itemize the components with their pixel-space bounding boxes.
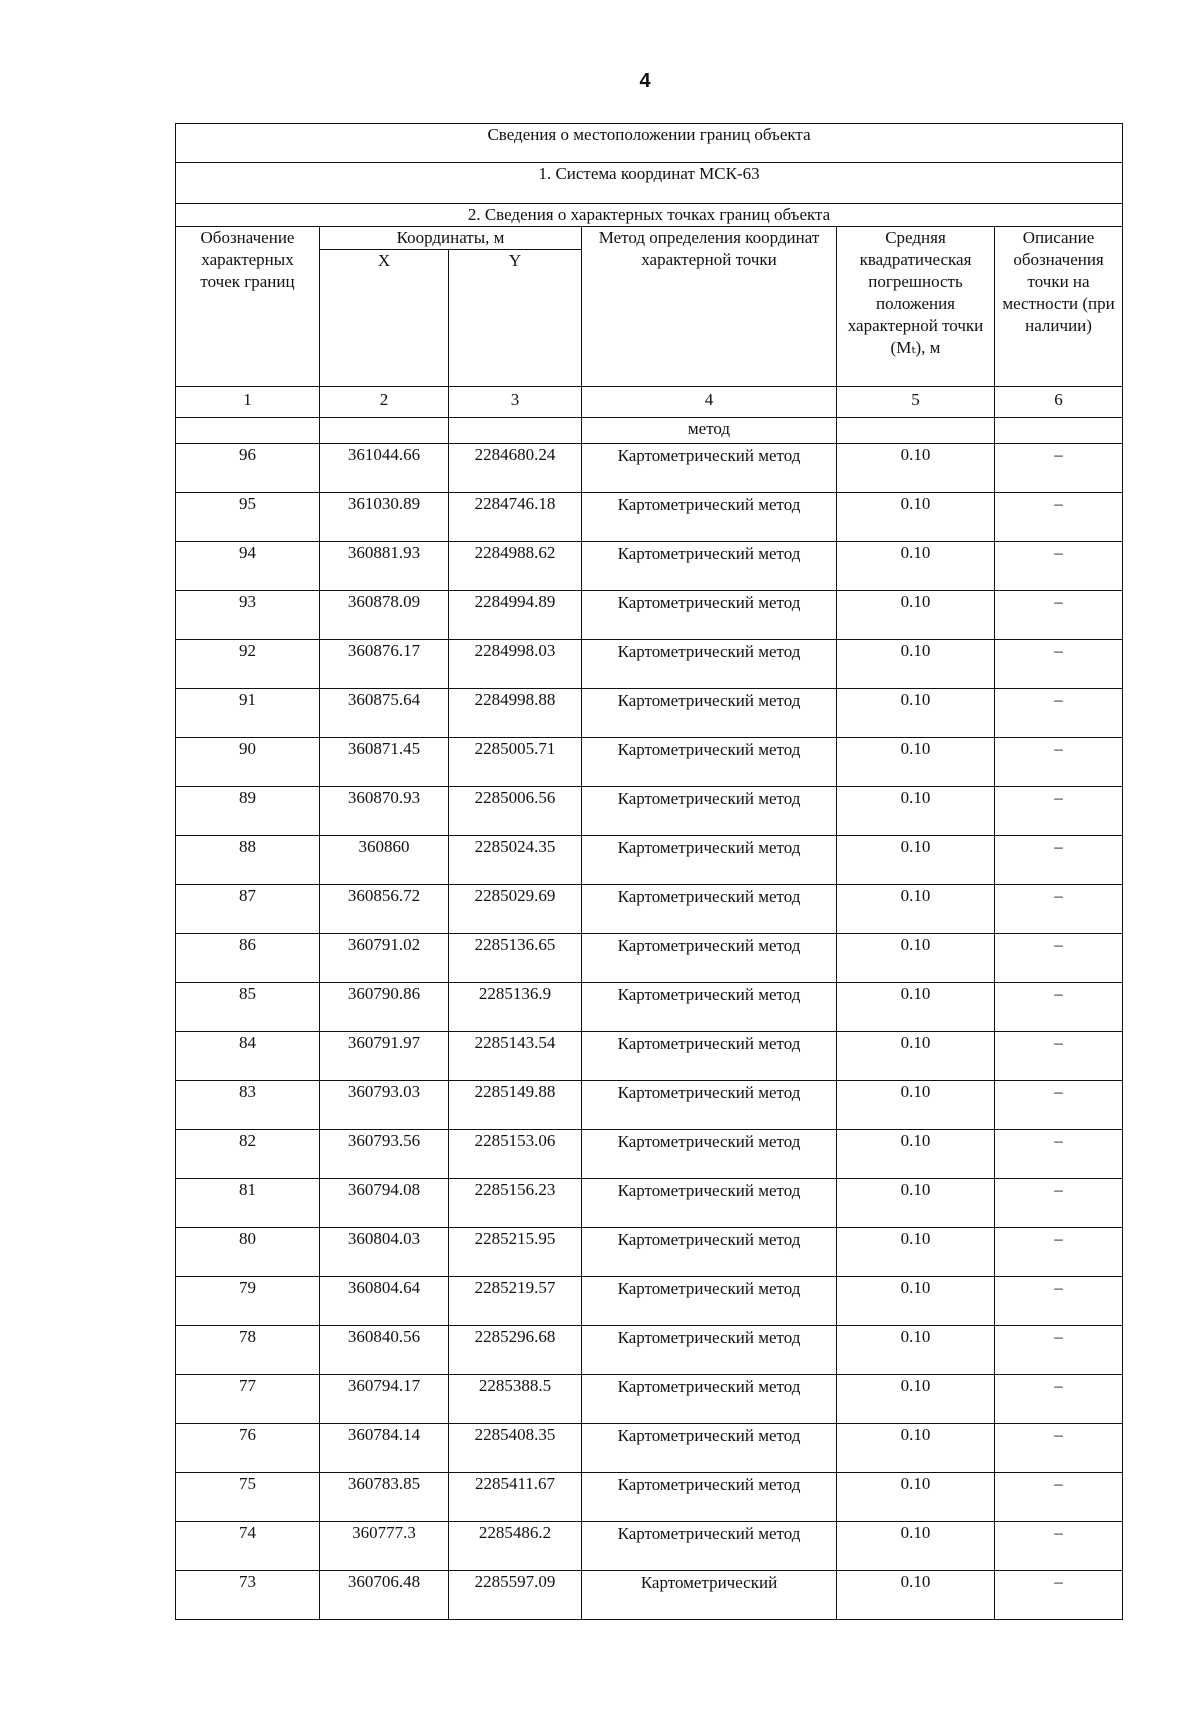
x-coordinate-cell: 360881.93 <box>320 542 449 591</box>
error-cell: 0.10 <box>837 1571 995 1620</box>
description-cell: – <box>995 689 1123 738</box>
error-cell: 0.10 <box>837 787 995 836</box>
method-cell: Картометрический метод <box>582 1473 837 1522</box>
table-row <box>176 689 1123 738</box>
boundary-points-table <box>175 123 1123 1620</box>
description-cell: – <box>995 934 1123 983</box>
description-cell: – <box>995 787 1123 836</box>
y-coordinate-cell: 2284998.03 <box>449 640 582 689</box>
error-cell: 0.10 <box>837 1228 995 1277</box>
point-cell: 83 <box>176 1081 320 1130</box>
point-cell: 91 <box>176 689 320 738</box>
method-cell: Картометрический метод <box>582 934 837 983</box>
table-row <box>176 1081 1123 1130</box>
y-coordinate-cell: 2284998.88 <box>449 689 582 738</box>
point-cell: 82 <box>176 1130 320 1179</box>
error-cell: 0.10 <box>837 934 995 983</box>
description-cell: – <box>995 1130 1123 1179</box>
header-description: Описание обозначения точки на местности (при наличии) <box>995 227 1123 387</box>
header-row-1 <box>176 227 1123 250</box>
description-cell: – <box>995 444 1123 493</box>
table-row <box>176 885 1123 934</box>
error-cell: 0.10 <box>837 640 995 689</box>
error-cell: 0.10 <box>837 493 995 542</box>
description-cell: – <box>995 1375 1123 1424</box>
description-cell: – <box>995 1522 1123 1571</box>
y-coordinate-cell: 2285597.09 <box>449 1571 582 1620</box>
y-coordinate-cell: 2285215.95 <box>449 1228 582 1277</box>
table-title: Сведения о местоположении границ объекта <box>176 124 1123 163</box>
description-cell: – <box>995 836 1123 885</box>
point-cell: 77 <box>176 1375 320 1424</box>
point-cell: 85 <box>176 983 320 1032</box>
x-coordinate-cell: 360791.97 <box>320 1032 449 1081</box>
y-coordinate-cell: 2285408.35 <box>449 1424 582 1473</box>
y-coordinate-cell: 2285411.67 <box>449 1473 582 1522</box>
point-cell: 81 <box>176 1179 320 1228</box>
description-cell: – <box>995 1571 1123 1620</box>
x-coordinate-cell: 360777.3 <box>320 1522 449 1571</box>
table-row <box>176 1571 1123 1620</box>
table-row <box>176 1424 1123 1473</box>
method-cell: Картометрический метод <box>582 1130 837 1179</box>
y-coordinate-cell: 2284994.89 <box>449 591 582 640</box>
method-cell: Картометрический метод <box>582 983 837 1032</box>
x-coordinate-cell: 360876.17 <box>320 640 449 689</box>
table-row <box>176 1032 1123 1081</box>
table-row <box>176 1326 1123 1375</box>
y-coordinate-cell: 2284680.24 <box>449 444 582 493</box>
table-row <box>176 983 1123 1032</box>
x-coordinate-cell: 361044.66 <box>320 444 449 493</box>
x-coordinate-cell: 360870.93 <box>320 787 449 836</box>
x-coordinate-cell: 360871.45 <box>320 738 449 787</box>
method-cell: Картометрический метод <box>582 1522 837 1571</box>
error-cell: 0.10 <box>837 836 995 885</box>
y-coordinate-cell: 2284988.62 <box>449 542 582 591</box>
description-cell: – <box>995 640 1123 689</box>
x-coordinate-cell: 360840.56 <box>320 1326 449 1375</box>
description-cell: – <box>995 1277 1123 1326</box>
column-number-1: 1 <box>176 387 320 418</box>
method-cell: Картометрический <box>582 1571 837 1620</box>
error-cell: 0.10 <box>837 542 995 591</box>
error-cell: 0.10 <box>837 1326 995 1375</box>
description-cell: – <box>995 1473 1123 1522</box>
method-cell: Картометрический метод <box>582 1375 837 1424</box>
point-cell: 90 <box>176 738 320 787</box>
table-title-row <box>176 124 1123 163</box>
y-coordinate-cell: 2285296.68 <box>449 1326 582 1375</box>
error-cell: 0.10 <box>837 983 995 1032</box>
point-cell: 74 <box>176 1522 320 1571</box>
x-coordinate-cell: 360794.08 <box>320 1179 449 1228</box>
error-cell: 0.10 <box>837 738 995 787</box>
point-cell: 92 <box>176 640 320 689</box>
y-coordinate-cell: 2284746.18 <box>449 493 582 542</box>
method-cell: Картометрический метод <box>582 591 837 640</box>
y-coordinate-cell: 2285143.54 <box>449 1032 582 1081</box>
error-cell: 0.10 <box>837 1032 995 1081</box>
column-number-5: 5 <box>837 387 995 418</box>
error-cell: 0.10 <box>837 1522 995 1571</box>
table-row <box>176 1277 1123 1326</box>
header-coords: Координаты, м <box>320 227 582 250</box>
y-coordinate-cell: 2285156.23 <box>449 1179 582 1228</box>
table-row <box>176 444 1123 493</box>
column-number-4: 4 <box>582 387 837 418</box>
table-row <box>176 1130 1123 1179</box>
x-coordinate-cell: 360793.56 <box>320 1130 449 1179</box>
y-coordinate-cell: 2285486.2 <box>449 1522 582 1571</box>
description-cell: – <box>995 1326 1123 1375</box>
description-cell: – <box>995 1424 1123 1473</box>
column-number-2: 2 <box>320 387 449 418</box>
error-cell: 0.10 <box>837 1424 995 1473</box>
description-cell: – <box>995 542 1123 591</box>
method-cell: Картометрический метод <box>582 1179 837 1228</box>
column-number-3: 3 <box>449 387 582 418</box>
table-row <box>176 1473 1123 1522</box>
x-coordinate-cell: 360804.03 <box>320 1228 449 1277</box>
y-coordinate-cell: 2285006.56 <box>449 787 582 836</box>
x-coordinate-cell: 360783.85 <box>320 1473 449 1522</box>
continuation-method: метод <box>582 418 837 444</box>
section-title-row <box>176 204 1123 227</box>
point-cell: 95 <box>176 493 320 542</box>
method-cell: Картометрический метод <box>582 493 837 542</box>
table-row <box>176 738 1123 787</box>
x-coordinate-cell: 360784.14 <box>320 1424 449 1473</box>
point-cell: 89 <box>176 787 320 836</box>
table-row <box>176 640 1123 689</box>
table-row <box>176 787 1123 836</box>
method-cell: Картометрический метод <box>582 542 837 591</box>
point-cell: 76 <box>176 1424 320 1473</box>
y-coordinate-cell: 2285153.06 <box>449 1130 582 1179</box>
point-cell: 84 <box>176 1032 320 1081</box>
error-cell: 0.10 <box>837 1179 995 1228</box>
table-row <box>176 1228 1123 1277</box>
x-coordinate-cell: 360878.09 <box>320 591 449 640</box>
method-cell: Картометрический метод <box>582 738 837 787</box>
point-cell: 78 <box>176 1326 320 1375</box>
y-coordinate-cell: 2285005.71 <box>449 738 582 787</box>
method-cell: Картометрический метод <box>582 1081 837 1130</box>
method-cell: Картометрический метод <box>582 1277 837 1326</box>
y-coordinate-cell: 2285024.35 <box>449 836 582 885</box>
section-title: 2. Сведения о характерных точках границ объекта <box>176 204 1123 227</box>
point-cell: 86 <box>176 934 320 983</box>
table-row <box>176 1375 1123 1424</box>
method-cell: Картометрический метод <box>582 444 837 493</box>
x-coordinate-cell: 360790.86 <box>320 983 449 1032</box>
description-cell: – <box>995 885 1123 934</box>
column-numbers-row <box>176 387 1123 418</box>
method-cell: Картометрический метод <box>582 1424 837 1473</box>
error-cell: 0.10 <box>837 1375 995 1424</box>
x-coordinate-cell: 360706.48 <box>320 1571 449 1620</box>
x-coordinate-cell: 360860 <box>320 836 449 885</box>
error-cell: 0.10 <box>837 689 995 738</box>
description-cell: – <box>995 738 1123 787</box>
point-cell: 79 <box>176 1277 320 1326</box>
method-cell: Картометрический метод <box>582 836 837 885</box>
table-row <box>176 1522 1123 1571</box>
continuation-row <box>176 418 1123 444</box>
description-cell: – <box>995 983 1123 1032</box>
error-cell: 0.10 <box>837 1081 995 1130</box>
page-number: 4 <box>639 70 651 92</box>
table-row <box>176 1179 1123 1228</box>
table-row <box>176 591 1123 640</box>
column-number-6: 6 <box>995 387 1123 418</box>
coordinate-system: 1. Система координат МСК-63 <box>176 163 1123 204</box>
y-coordinate-cell: 2285149.88 <box>449 1081 582 1130</box>
error-cell: 0.10 <box>837 444 995 493</box>
method-cell: Картометрический метод <box>582 1326 837 1375</box>
error-cell: 0.10 <box>837 1130 995 1179</box>
description-cell: – <box>995 1081 1123 1130</box>
description-cell: – <box>995 591 1123 640</box>
method-cell: Картометрический метод <box>582 885 837 934</box>
header-error: Средняя квадратическая погрешность положения характерной точки (Mₜ), м <box>837 227 995 387</box>
point-cell: 73 <box>176 1571 320 1620</box>
point-cell: 75 <box>176 1473 320 1522</box>
point-cell: 96 <box>176 444 320 493</box>
x-coordinate-cell: 361030.89 <box>320 493 449 542</box>
method-cell: Картометрический метод <box>582 787 837 836</box>
x-coordinate-cell: 360804.64 <box>320 1277 449 1326</box>
x-coordinate-cell: 360875.64 <box>320 689 449 738</box>
point-cell: 94 <box>176 542 320 591</box>
y-coordinate-cell: 2285219.57 <box>449 1277 582 1326</box>
error-cell: 0.10 <box>837 1473 995 1522</box>
header-point: Обозначение характерных точек границ <box>176 227 320 387</box>
table-row <box>176 542 1123 591</box>
description-cell: – <box>995 1179 1123 1228</box>
point-cell: 88 <box>176 836 320 885</box>
method-cell: Картометрический метод <box>582 640 837 689</box>
table-row <box>176 836 1123 885</box>
header-y: Y <box>449 250 582 387</box>
point-cell: 80 <box>176 1228 320 1277</box>
table-row <box>176 934 1123 983</box>
coordinate-system-row <box>176 163 1123 204</box>
method-cell: Картометрический метод <box>582 689 837 738</box>
y-coordinate-cell: 2285136.65 <box>449 934 582 983</box>
description-cell: – <box>995 1228 1123 1277</box>
method-cell: Картометрический метод <box>582 1228 837 1277</box>
point-cell: 93 <box>176 591 320 640</box>
x-coordinate-cell: 360794.17 <box>320 1375 449 1424</box>
y-coordinate-cell: 2285388.5 <box>449 1375 582 1424</box>
method-cell: Картометрический метод <box>582 1032 837 1081</box>
header-method: Метод определения координат характерной точки <box>582 227 837 387</box>
x-coordinate-cell: 360793.03 <box>320 1081 449 1130</box>
error-cell: 0.10 <box>837 1277 995 1326</box>
description-cell: – <box>995 1032 1123 1081</box>
description-cell: – <box>995 493 1123 542</box>
error-cell: 0.10 <box>837 885 995 934</box>
table-row <box>176 493 1123 542</box>
x-coordinate-cell: 360856.72 <box>320 885 449 934</box>
y-coordinate-cell: 2285136.9 <box>449 983 582 1032</box>
error-cell: 0.10 <box>837 591 995 640</box>
x-coordinate-cell: 360791.02 <box>320 934 449 983</box>
point-cell: 87 <box>176 885 320 934</box>
y-coordinate-cell: 2285029.69 <box>449 885 582 934</box>
header-x: X <box>320 250 449 387</box>
